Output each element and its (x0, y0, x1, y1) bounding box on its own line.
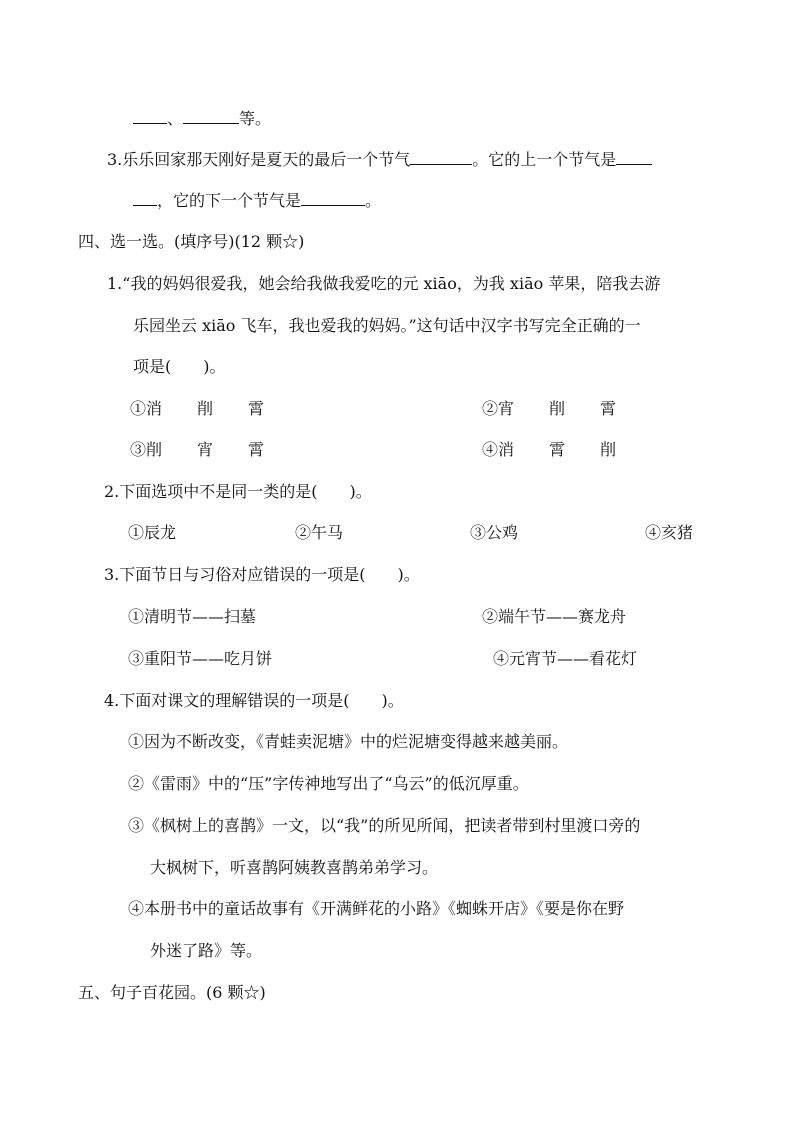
q4-option-2[interactable]: ②《雷雨》中的“压”字传神地写出了“乌云”的低沉厚重。 (128, 774, 529, 793)
q4-option-4[interactable]: ④本册书中的童话故事有《开满鲜花的小路》《蜘蛛开店》《要是你在野 (128, 899, 625, 918)
q3-option-2[interactable]: ②端午节——赛龙舟 (482, 607, 627, 626)
q4-option-1[interactable]: ①因为不断改变，《青蛙卖泥塘》中的烂泥塘变得越来越美丽。 (128, 732, 569, 751)
q2-option-1[interactable]: ①辰龙 (128, 523, 177, 542)
continued-answer-line: 、 等。 (133, 107, 271, 130)
answer-blank[interactable] (133, 107, 167, 124)
q3-text: 3.下面节日与习俗对应错误的一项是( )。 (104, 565, 420, 584)
section-5-title: 五、句子百花园。(6 颗☆) (78, 983, 266, 1002)
q2-text: 2.下面选项中不是同一类的是( )。 (104, 482, 372, 501)
question-3-solar-term: 3.乐乐回家那天刚好是夏天的最后一个节气 。它的上一个节气是 (107, 148, 652, 171)
answer-blank[interactable] (616, 148, 652, 165)
q4-option-3-cont: 大枫树下，听喜鹊阿姨教喜鹊弟弟学习。 (150, 858, 439, 877)
q1-line1: 1.“我的妈妈很爱我，她会给我做我爱吃的元 xiāo，为我 xiāo 苹果，陪我去游 (107, 274, 661, 293)
answer-blank[interactable] (183, 107, 239, 124)
q1-option-4[interactable]: ④消 霄 削 (482, 440, 617, 459)
q3-option-3[interactable]: ③重阳节——吃月饼 (128, 649, 273, 668)
section-4-title: 四、选一选。(填序号)(12 颗☆) (78, 232, 305, 251)
answer-blank[interactable] (410, 148, 472, 165)
answer-blank[interactable] (133, 189, 157, 206)
q3-option-1[interactable]: ①清明节——扫墓 (128, 607, 257, 626)
q3-option-4[interactable]: ④元宵节——看花灯 (493, 649, 638, 668)
question-3-solar-term-cont: ，它的下一个节气是 。 (133, 189, 381, 212)
q1-option-1[interactable]: ①消 削 霄 (130, 399, 265, 418)
q2-option-3[interactable]: ③公鸡 (470, 523, 519, 542)
q1-option-3[interactable]: ③削 宵 霄 (130, 440, 265, 459)
q2-option-2[interactable]: ②午马 (295, 523, 344, 542)
q4-option-3[interactable]: ③《枫树上的喜鹊》一文，以“我”的所见所闻，把读者带到村里渡口旁的 (128, 816, 641, 835)
q4-text: 4.下面对课文的理解错误的一项是( )。 (104, 691, 404, 710)
q4-option-4-cont: 外迷了路》等。 (150, 941, 263, 960)
answer-blank[interactable] (301, 189, 365, 206)
q2-option-4[interactable]: ④亥猪 (645, 523, 694, 542)
q1-option-2[interactable]: ②宵 削 霄 (482, 399, 617, 418)
q1-line3: 项是( )。 (133, 357, 226, 376)
q1-line2: 乐园坐云 xiāo 飞车，我也爱我的妈妈。”这句话中汉字书写完全正确的一 (133, 316, 641, 335)
